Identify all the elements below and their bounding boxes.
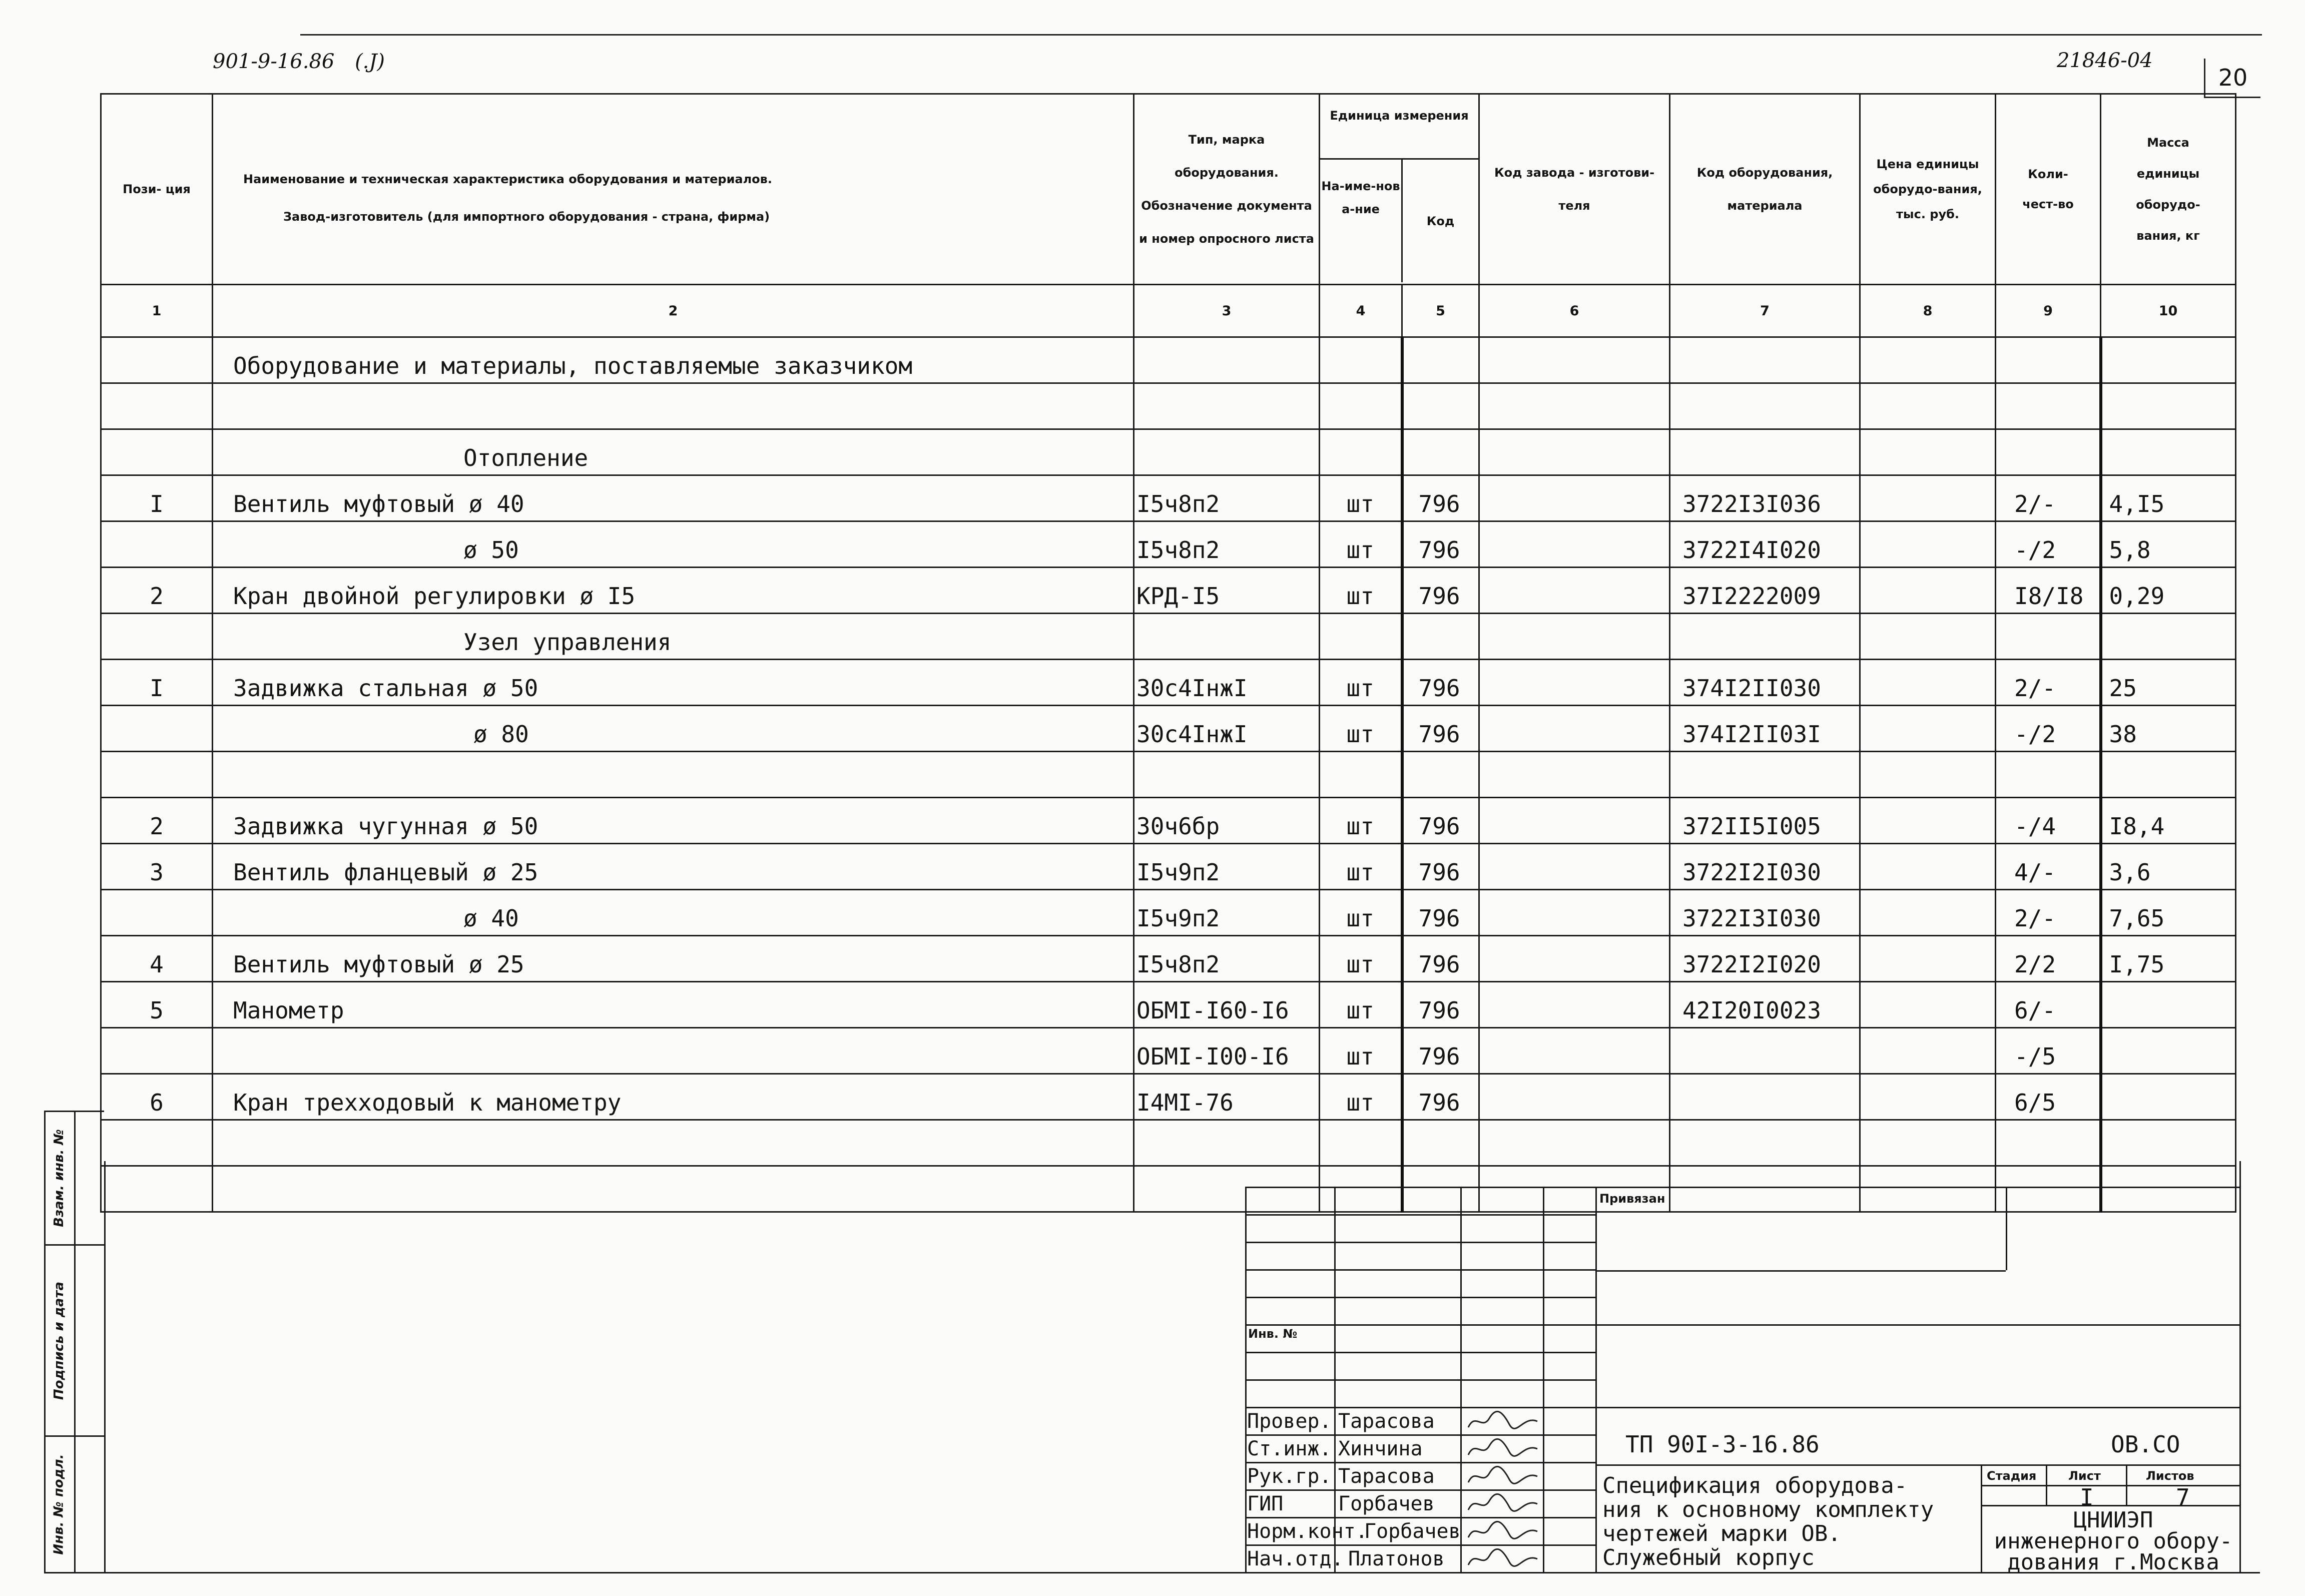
mass-cell: 3,6 [2101, 844, 2236, 890]
unit-code-cell: 796 [1402, 936, 1479, 982]
specification-table [100, 93, 2236, 1213]
table-row [101, 429, 2236, 475]
type-cell: I4МI-76 [1134, 1074, 1320, 1120]
mass-cell [2101, 752, 2236, 798]
mass-cell [2101, 1120, 2236, 1166]
mass-cell: 38 [2101, 706, 2236, 752]
plant-code-cell [1479, 568, 1670, 614]
type-cell: КРД-I5 [1134, 568, 1320, 614]
position-cell: 2 [101, 568, 213, 614]
quantity-cell: -/2 [1996, 521, 2101, 568]
signature-name: Тарасова [1338, 1410, 1435, 1433]
position-cell: 6 [101, 1074, 213, 1120]
mass-cell: 0,29 [2101, 568, 2236, 614]
name-cell: Оборудование и материалы, поставляемые заказчиком [213, 337, 1134, 383]
price-cell [1860, 614, 1996, 660]
type-cell [1134, 752, 1320, 798]
signature-role: Ст.инж. [1247, 1437, 1332, 1460]
col-header-type: Тип, марка оборудования. Обозначение документа и номер опросного листа [1134, 94, 1320, 285]
equipment-code-cell: 3722I2I030 [1670, 844, 1860, 890]
quantity-cell: 4/- [1996, 844, 2101, 890]
plant-code-cell [1479, 752, 1670, 798]
col-number: 2 [213, 285, 1134, 337]
handwritten-signature [1465, 1435, 1540, 1463]
quantity-cell: -/5 [1996, 1028, 2101, 1074]
table-row [101, 568, 2236, 614]
unit-code-cell: 796 [1402, 798, 1479, 844]
name-cell [213, 752, 1134, 798]
margin-label-podpis: Подпись и дата [52, 1281, 67, 1400]
unit-code-cell [1402, 337, 1479, 383]
type-cell: I5ч8п2 [1134, 521, 1320, 568]
plant-code-cell [1479, 475, 1670, 521]
unit-code-cell: 796 [1402, 844, 1479, 890]
name-cell: Вентиль муфтовый ø 25 [213, 936, 1134, 982]
mass-cell: 4,I5 [2101, 475, 2236, 521]
col-header-unit-group: Единица измерения На-име-нова-ние Код [1320, 94, 1479, 285]
equipment-code-cell [1670, 1028, 1860, 1074]
signature-name: Хинчина [1338, 1437, 1423, 1460]
signature-role: ГИП [1247, 1492, 1284, 1515]
name-cell: Манометр [213, 982, 1134, 1028]
plant-code-cell [1479, 1074, 1670, 1120]
frame-left [104, 1161, 106, 1573]
plant-code-cell [1479, 936, 1670, 982]
unit-code-cell [1402, 429, 1479, 475]
price-cell [1860, 706, 1996, 752]
name-cell: Отопление [213, 429, 1134, 475]
table-row [101, 936, 2236, 982]
table-row [101, 475, 2236, 521]
type-cell: 30с4IнжI [1134, 660, 1320, 706]
handwritten-signature [1465, 1462, 1540, 1490]
unit-cell: шт [1320, 1074, 1402, 1120]
unit-code-cell: 796 [1402, 1074, 1479, 1120]
column-numbers-row [101, 285, 2236, 337]
unit-cell [1320, 1120, 1402, 1166]
table-row [101, 706, 2236, 752]
type-cell: I5ч8п2 [1134, 475, 1320, 521]
unit-code-cell [1402, 752, 1479, 798]
quantity-cell: 2/- [1996, 660, 2101, 706]
name-cell: Вентиль фланцевый ø 25 [213, 844, 1134, 890]
type-cell [1134, 337, 1320, 383]
quantity-cell: 6/5 [1996, 1074, 2101, 1120]
unit-code-cell: 796 [1402, 890, 1479, 936]
mass-cell [2101, 614, 2236, 660]
inventory-number-label: Инв. № [1248, 1327, 1298, 1341]
plant-code-cell [1479, 982, 1670, 1028]
type-cell [1134, 383, 1320, 429]
name-cell: Узел управления [213, 614, 1134, 660]
table-row [101, 1074, 2236, 1120]
col-header-name: Наименование и техническая характеристика оборудования и материалов. Завод-изготовитель (для импортного оборудования - страна, фирма) [213, 94, 1134, 285]
table-row [101, 1120, 2236, 1166]
plant-code-cell [1479, 614, 1670, 660]
equipment-code-cell: 3722I4I020 [1670, 521, 1860, 568]
quantity-cell: 2/- [1996, 890, 2101, 936]
equipment-code-cell [1670, 383, 1860, 429]
price-cell [1860, 521, 1996, 568]
handwritten-signature [1465, 1517, 1540, 1545]
position-cell [101, 1028, 213, 1074]
signature-role: Норм.конт. [1247, 1520, 1368, 1543]
name-cell: ø 40 [213, 890, 1134, 936]
name-cell [213, 1166, 1134, 1212]
col-header-unit-code: Код [1426, 214, 1455, 228]
position-cell [101, 521, 213, 568]
unit-cell [1320, 429, 1402, 475]
price-cell [1860, 936, 1996, 982]
position-cell: 4 [101, 936, 213, 982]
unit-code-cell: 796 [1402, 521, 1479, 568]
position-cell [101, 752, 213, 798]
unit-cell: шт [1320, 568, 1402, 614]
document-title: Спецификация оборудова- ния к основному комплекту чертежей марки ОВ. Служебный корпус [1602, 1473, 1934, 1570]
document-mark: ОВ.СО [2111, 1431, 2180, 1458]
mass-cell: 25 [2101, 660, 2236, 706]
equipment-code-cell: 372II5I005 [1670, 798, 1860, 844]
name-cell: Задвижка стальная ø 50 [213, 660, 1134, 706]
position-cell: I [101, 475, 213, 521]
unit-code-cell [1402, 1120, 1479, 1166]
plant-code-cell [1479, 1120, 1670, 1166]
col-number: 4 [1320, 285, 1402, 337]
mass-cell: I8,4 [2101, 798, 2236, 844]
organization: ЦНИИЭП инженерного обору- дования г.Москва [1994, 1507, 2233, 1575]
mass-cell: I,75 [2101, 936, 2236, 982]
equipment-code-cell: 42I20I0023 [1670, 982, 1860, 1028]
handwritten-signature [1465, 1407, 1540, 1435]
quantity-cell: 6/- [1996, 982, 2101, 1028]
type-cell [1134, 1120, 1320, 1166]
name-cell: Задвижка чугунная ø 50 [213, 798, 1134, 844]
unit-cell: шт [1320, 982, 1402, 1028]
signature-name: Горбачев [1364, 1520, 1461, 1543]
unit-code-cell: 796 [1402, 706, 1479, 752]
position-cell: 2 [101, 798, 213, 844]
equipment-code-cell: 3722I3I030 [1670, 890, 1860, 936]
margin-label-vzam: Взам. инв. № [52, 1129, 67, 1227]
unit-cell: шт [1320, 521, 1402, 568]
quantity-cell [1996, 429, 2101, 475]
sheets-value: 7 [2176, 1484, 2190, 1511]
type-cell: 30ч6бр [1134, 798, 1320, 844]
col-header-equipment-code: Код оборудования, материала [1670, 94, 1860, 285]
name-cell: Вентиль муфтовый ø 40 [213, 475, 1134, 521]
table-row [101, 337, 2236, 383]
position-cell [101, 383, 213, 429]
col-number: 5 [1402, 285, 1479, 337]
mass-cell [2101, 982, 2236, 1028]
mass-cell [2101, 1074, 2236, 1120]
plant-code-cell [1479, 798, 1670, 844]
name-cell [213, 1028, 1134, 1074]
plant-code-cell [1479, 337, 1670, 383]
quantity-cell: I8/I8 [1996, 568, 2101, 614]
quantity-cell [1996, 614, 2101, 660]
plant-code-cell [1479, 429, 1670, 475]
unit-cell [1320, 614, 1402, 660]
price-cell [1860, 1028, 1996, 1074]
handwritten-signature [1465, 1545, 1540, 1573]
name-cell: ø 50 [213, 521, 1134, 568]
equipment-code-cell: 37I2222009 [1670, 568, 1860, 614]
unit-cell: шт [1320, 706, 1402, 752]
price-cell [1860, 798, 1996, 844]
equipment-code-cell: 3722I2I020 [1670, 936, 1860, 982]
equipment-code-cell [1670, 429, 1860, 475]
unit-cell [1320, 752, 1402, 798]
price-cell [1860, 568, 1996, 614]
type-cell: ОБМI-I00-I6 [1134, 1028, 1320, 1074]
signature-role: Рук.гр. [1247, 1465, 1332, 1488]
unit-cell [1320, 337, 1402, 383]
name-cell: Кран двойной регулировки ø I5 [213, 568, 1134, 614]
unit-cell: шт [1320, 844, 1402, 890]
quantity-cell: 2/2 [1996, 936, 2101, 982]
sheets-label: Листов [2146, 1469, 2194, 1483]
position-cell: 5 [101, 982, 213, 1028]
signature-name: Тарасова [1338, 1465, 1435, 1488]
col-header-plant-code: Код завода - изготови-теля [1479, 94, 1670, 285]
type-cell: I5ч9п2 [1134, 890, 1320, 936]
document-code-left: 901-9-16.86 (.Ј) [213, 50, 385, 73]
price-cell [1860, 660, 1996, 706]
stage-label: Стадия [1987, 1469, 2037, 1483]
mass-cell [2101, 337, 2236, 383]
unit-code-cell [1402, 614, 1479, 660]
position-cell [101, 1120, 213, 1166]
table-row [101, 521, 2236, 568]
sheet-page-number: 20 [2204, 59, 2260, 98]
position-cell [101, 429, 213, 475]
plant-code-cell [1479, 383, 1670, 429]
unit-code-cell: 796 [1402, 660, 1479, 706]
mass-cell [2101, 383, 2236, 429]
quantity-cell: 2/- [1996, 475, 2101, 521]
table-row [101, 752, 2236, 798]
price-cell [1860, 844, 1996, 890]
table-row [101, 614, 2236, 660]
col-number: 8 [1860, 285, 1996, 337]
name-cell: ø 80 [213, 706, 1134, 752]
mass-cell [2101, 429, 2236, 475]
signature-role: Провер. [1247, 1410, 1332, 1433]
col-number: 1 [101, 285, 213, 337]
col-number: 3 [1134, 285, 1320, 337]
unit-cell: шт [1320, 660, 1402, 706]
document-designation: ТП 90I-3-16.86 [1625, 1431, 1820, 1458]
plant-code-cell [1479, 660, 1670, 706]
table-row [101, 890, 2236, 936]
unit-cell: шт [1320, 1028, 1402, 1074]
table-row [101, 660, 2236, 706]
signature-name: Платонов [1348, 1547, 1445, 1570]
price-cell [1860, 1074, 1996, 1120]
plant-code-cell [1479, 890, 1670, 936]
col-header-position: Пози- ция [101, 94, 213, 285]
type-cell: I5ч9п2 [1134, 844, 1320, 890]
privyazan-label: Привязан [1599, 1192, 1665, 1206]
plant-code-cell [1479, 706, 1670, 752]
sheet-value: I [2080, 1484, 2094, 1511]
table-row [101, 1028, 2236, 1074]
equipment-code-cell [1670, 337, 1860, 383]
plant-code-cell [1479, 844, 1670, 890]
col-header-quantity: Коли-чест-во [1996, 94, 2101, 285]
top-rule [300, 34, 2262, 36]
table-header-row [101, 94, 2236, 285]
unit-code-cell: 796 [1402, 475, 1479, 521]
col-header-mass: Масса единицы оборудо-вания, кг [2101, 94, 2236, 285]
col-number: 6 [1479, 285, 1670, 337]
price-cell [1860, 890, 1996, 936]
table-row [101, 982, 2236, 1028]
unit-cell: шт [1320, 475, 1402, 521]
position-cell: 3 [101, 844, 213, 890]
table-row [101, 383, 2236, 429]
quantity-cell: -/4 [1996, 798, 2101, 844]
name-cell [213, 383, 1134, 429]
position-cell [101, 614, 213, 660]
plant-code-cell [1479, 521, 1670, 568]
equipment-code-cell [1670, 752, 1860, 798]
document-code-right: 21846-04 [2057, 49, 2153, 72]
unit-code-cell [1402, 383, 1479, 429]
margin-label-inv-podl: Инв. № подл. [52, 1454, 67, 1555]
table-row [101, 844, 2236, 890]
col-number: 10 [2101, 285, 2236, 337]
title-block [1245, 1187, 2241, 1573]
handwritten-signature [1465, 1490, 1540, 1518]
quantity-cell [1996, 383, 2101, 429]
unit-code-cell: 796 [1402, 982, 1479, 1028]
type-cell: I5ч8п2 [1134, 936, 1320, 982]
unit-cell [1320, 383, 1402, 429]
col-header-unit-name: На-име-нова-ние [1320, 160, 1403, 282]
equipment-code-cell: 374I2II030 [1670, 660, 1860, 706]
price-cell [1860, 982, 1996, 1028]
position-cell: I [101, 660, 213, 706]
table-row [101, 798, 2236, 844]
equipment-code-cell [1670, 614, 1860, 660]
name-cell: Кран трехходовый к манометру [213, 1074, 1134, 1120]
price-cell [1860, 475, 1996, 521]
unit-code-cell: 796 [1402, 568, 1479, 614]
plant-code-cell [1479, 1028, 1670, 1074]
specification-rows [101, 337, 2236, 1212]
price-cell [1860, 383, 1996, 429]
unit-cell: шт [1320, 798, 1402, 844]
price-cell [1860, 1120, 1996, 1166]
quantity-cell [1996, 337, 2101, 383]
price-cell [1860, 752, 1996, 798]
quantity-cell: -/2 [1996, 706, 2101, 752]
mass-cell [2101, 1028, 2236, 1074]
equipment-code-cell: 3722I3I036 [1670, 475, 1860, 521]
type-cell: ОБМI-I60-I6 [1134, 982, 1320, 1028]
name-cell [213, 1120, 1134, 1166]
position-cell [101, 706, 213, 752]
unit-code-cell: 796 [1402, 1028, 1479, 1074]
unit-cell: шт [1320, 936, 1402, 982]
equipment-code-cell [1670, 1120, 1860, 1166]
type-cell: 30с4IнжI [1134, 706, 1320, 752]
type-cell [1134, 429, 1320, 475]
position-cell [101, 890, 213, 936]
sheet-label: Лист [2068, 1469, 2101, 1483]
signature-name: Горбачев [1338, 1492, 1435, 1515]
price-cell [1860, 429, 1996, 475]
position-cell [101, 337, 213, 383]
mass-cell: 5,8 [2101, 521, 2236, 568]
signature-role: Нач.отд. [1247, 1547, 1344, 1570]
equipment-code-cell: 374I2II03I [1670, 706, 1860, 752]
position-cell [101, 1166, 213, 1212]
price-cell [1860, 337, 1996, 383]
margin-frame-inner [74, 1111, 76, 1573]
col-number: 7 [1670, 285, 1860, 337]
equipment-code-cell [1670, 1074, 1860, 1120]
col-header-price: Цена единицы оборудо-вания, тыс. руб. [1860, 94, 1996, 285]
mass-cell: 7,65 [2101, 890, 2236, 936]
quantity-cell [1996, 1120, 2101, 1166]
unit-cell: шт [1320, 890, 1402, 936]
type-cell [1134, 614, 1320, 660]
col-number: 9 [1996, 285, 2101, 337]
quantity-cell [1996, 752, 2101, 798]
